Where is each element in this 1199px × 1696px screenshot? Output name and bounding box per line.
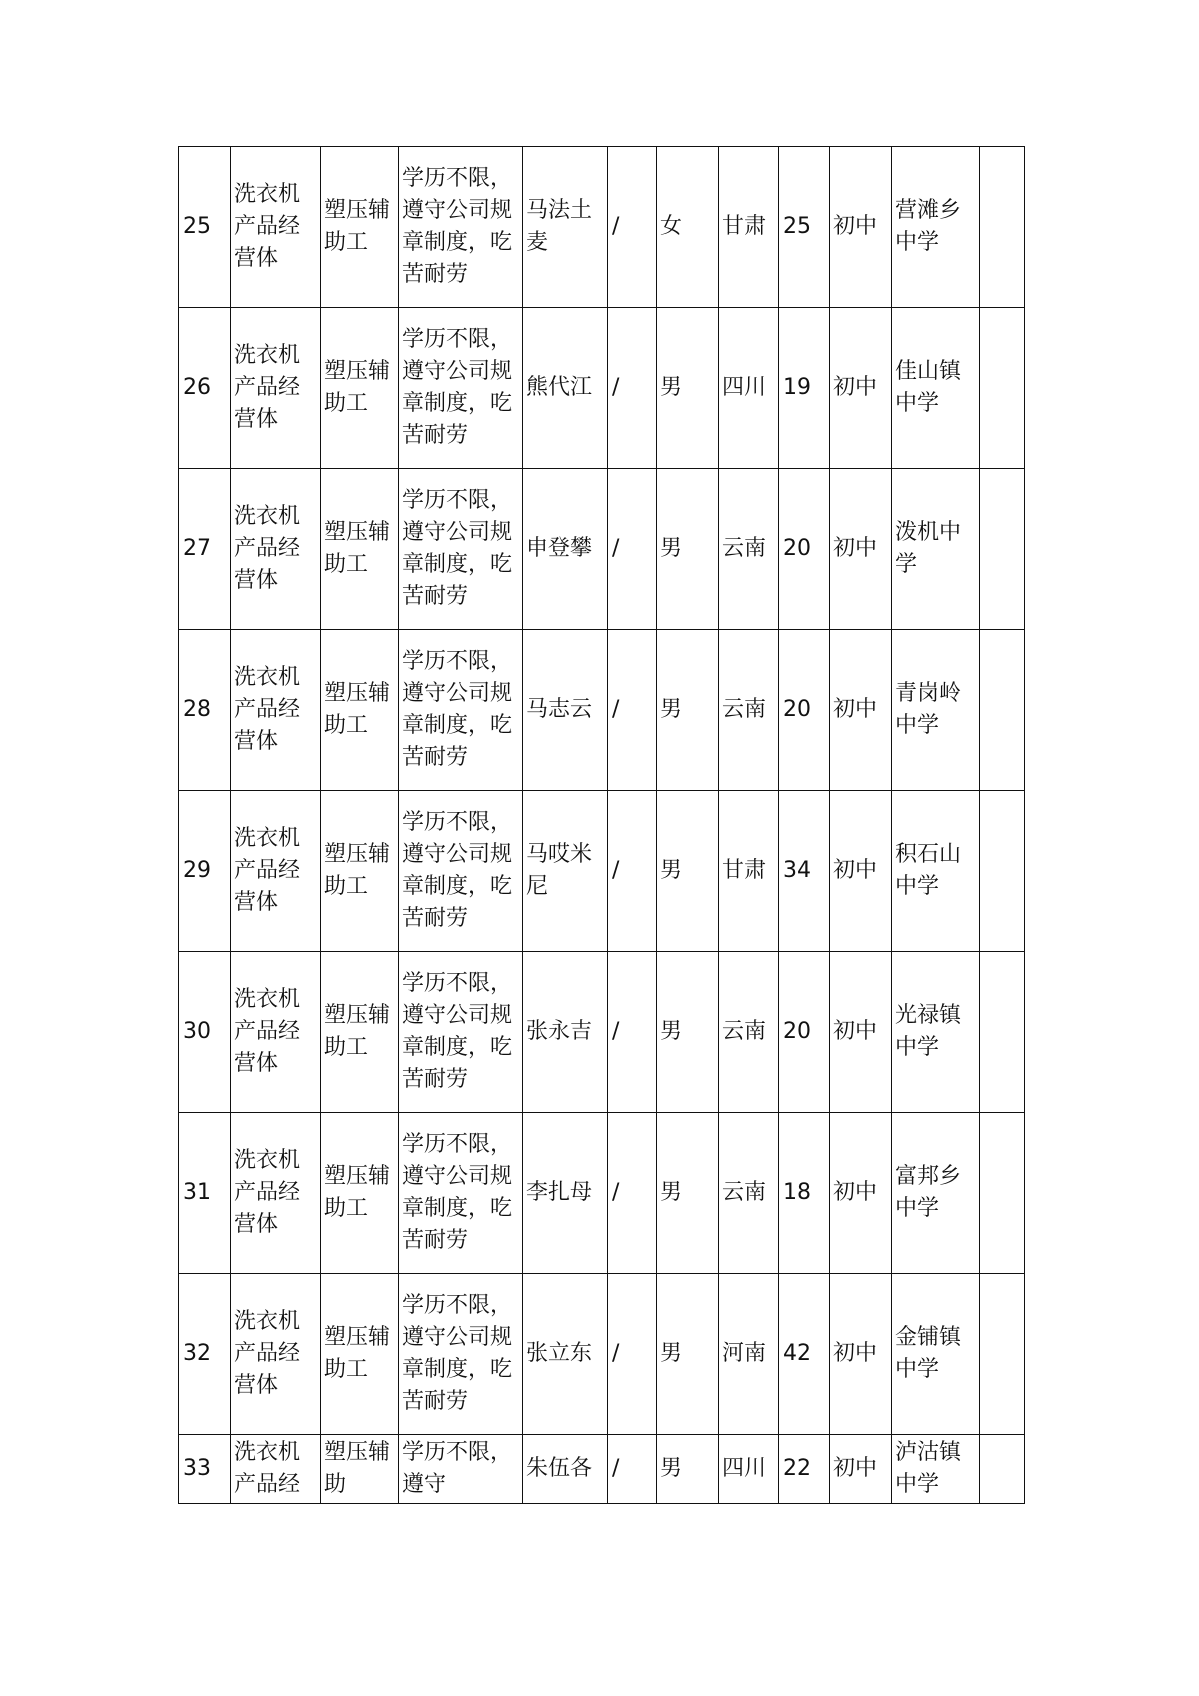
school-cell: 青岗岭中学 — [892, 630, 980, 791]
table-row — [179, 630, 1025, 791]
school-cell: 积石山中学 — [892, 791, 980, 952]
slash-cell: / — [608, 469, 657, 630]
recruitment-roster-table — [178, 146, 1025, 1504]
row-number: 32 — [179, 1274, 231, 1435]
department-cell: 洗衣机产品经营体 — [231, 308, 321, 469]
gender-cell: 男 — [657, 791, 719, 952]
requirement-cell: 学历不限，遵守公司规章制度，吃苦耐劳 — [399, 952, 523, 1113]
gender-cell: 男 — [657, 1435, 719, 1504]
position-cell: 塑压辅助工 — [321, 147, 399, 308]
age-cell: 20 — [779, 952, 830, 1113]
gender-cell: 男 — [657, 1274, 719, 1435]
slash-cell: / — [608, 1113, 657, 1274]
table-row — [179, 1113, 1025, 1274]
province-cell: 云南 — [719, 469, 779, 630]
department-cell: 洗衣机产品经营体 — [231, 1113, 321, 1274]
note-cell — [980, 1274, 1025, 1435]
age-cell: 34 — [779, 791, 830, 952]
school-cell: 金铺镇中学 — [892, 1274, 980, 1435]
province-cell: 河南 — [719, 1274, 779, 1435]
position-cell: 塑压辅助工 — [321, 952, 399, 1113]
name-cell: 马法土麦 — [523, 147, 608, 308]
gender-cell: 男 — [657, 308, 719, 469]
requirement-cell: 学历不限，遵守公司规章制度，吃苦耐劳 — [399, 147, 523, 308]
department-cell — [231, 1435, 321, 1504]
department-cell: 洗衣机产品经营体 — [231, 630, 321, 791]
gender-cell: 男 — [657, 952, 719, 1113]
note-cell — [980, 308, 1025, 469]
table-row-partial — [179, 1435, 1025, 1504]
school-cell: 佳山镇中学 — [892, 308, 980, 469]
province-cell: 甘肃 — [719, 147, 779, 308]
education-cell: 初中 — [830, 952, 892, 1113]
table-row — [179, 791, 1025, 952]
slash-cell: / — [608, 1274, 657, 1435]
table-row — [179, 147, 1025, 308]
name-cell: 张永吉 — [523, 952, 608, 1113]
row-number: 27 — [179, 469, 231, 630]
age-cell: 25 — [779, 147, 830, 308]
department-cell: 洗衣机产品经营体 — [231, 791, 321, 952]
province-cell: 四川 — [719, 308, 779, 469]
education-cell: 初中 — [830, 469, 892, 630]
age-cell: 20 — [779, 469, 830, 630]
age-cell: 22 — [779, 1435, 830, 1504]
name-cell: 马哎米尼 — [523, 791, 608, 952]
school-cell: 营滩乡中学 — [892, 147, 980, 308]
row-number: 28 — [179, 630, 231, 791]
education-cell: 初中 — [830, 308, 892, 469]
education-cell: 初中 — [830, 630, 892, 791]
position-cell: 塑压辅助工 — [321, 469, 399, 630]
slash-cell: / — [608, 952, 657, 1113]
province-cell: 甘肃 — [719, 791, 779, 952]
name-cell: 马志云 — [523, 630, 608, 791]
row-number: 29 — [179, 791, 231, 952]
position-text: 塑压辅助 — [324, 1440, 391, 1497]
school-cell: 富邦乡中学 — [892, 1113, 980, 1274]
requirement-cell: 学历不限，遵守公司规章制度，吃苦耐劳 — [399, 791, 523, 952]
note-cell — [980, 952, 1025, 1113]
row-number: 30 — [179, 952, 231, 1113]
gender-cell: 女 — [657, 147, 719, 308]
school-text: 泸沽镇中学 — [895, 1440, 962, 1497]
department-cell: 洗衣机产品经营体 — [231, 1274, 321, 1435]
name-cell: 熊代江 — [523, 308, 608, 469]
education-cell: 初中 — [830, 147, 892, 308]
requirement-cell: 学历不限，遵守公司规章制度，吃苦耐劳 — [399, 1274, 523, 1435]
position-cell — [321, 1435, 399, 1504]
table-row — [179, 308, 1025, 469]
province-cell: 云南 — [719, 952, 779, 1113]
name-cell: 申登攀 — [523, 469, 608, 630]
education-cell: 初中 — [830, 1435, 892, 1504]
position-cell: 塑压辅助工 — [321, 308, 399, 469]
age-cell: 18 — [779, 1113, 830, 1274]
name-cell: 李扎母 — [523, 1113, 608, 1274]
department-cell: 洗衣机产品经营体 — [231, 469, 321, 630]
age-cell: 20 — [779, 630, 830, 791]
row-number: 25 — [179, 147, 231, 308]
note-cell — [980, 1113, 1025, 1274]
position-cell: 塑压辅助工 — [321, 791, 399, 952]
age-cell: 19 — [779, 308, 830, 469]
gender-cell: 男 — [657, 469, 719, 630]
requirement-cell: 学历不限，遵守公司规章制度，吃苦耐劳 — [399, 308, 523, 469]
note-cell — [980, 630, 1025, 791]
requirement-cell: 学历不限，遵守公司规章制度，吃苦耐劳 — [399, 469, 523, 630]
requirement-cell: 学历不限，遵守公司规章制度，吃苦耐劳 — [399, 630, 523, 791]
slash-cell: / — [608, 1435, 657, 1504]
school-cell: 泼机中学 — [892, 469, 980, 630]
slash-cell: / — [608, 791, 657, 952]
requirement-text: 学历不限，遵守 — [402, 1440, 513, 1497]
province-cell: 四川 — [719, 1435, 779, 1504]
row-number: 33 — [179, 1435, 231, 1504]
position-cell: 塑压辅助工 — [321, 1274, 399, 1435]
table-row — [179, 1274, 1025, 1435]
roster-body — [179, 147, 1025, 1504]
slash-cell: / — [608, 308, 657, 469]
slash-cell: / — [608, 630, 657, 791]
gender-cell: 男 — [657, 630, 719, 791]
row-number: 31 — [179, 1113, 231, 1274]
education-cell: 初中 — [830, 1274, 892, 1435]
province-cell: 云南 — [719, 1113, 779, 1274]
slash-cell: / — [608, 147, 657, 308]
position-cell: 塑压辅助工 — [321, 630, 399, 791]
department-text: 洗衣机产品经 — [234, 1440, 301, 1497]
education-cell: 初中 — [830, 1113, 892, 1274]
position-cell: 塑压辅助工 — [321, 1113, 399, 1274]
requirement-cell: 学历不限，遵守公司规章制度，吃苦耐劳 — [399, 1113, 523, 1274]
province-cell: 云南 — [719, 630, 779, 791]
department-cell: 洗衣机产品经营体 — [231, 147, 321, 308]
note-cell — [980, 147, 1025, 308]
department-cell: 洗衣机产品经营体 — [231, 952, 321, 1113]
note-cell — [980, 791, 1025, 952]
gender-cell: 男 — [657, 1113, 719, 1274]
school-cell: 光禄镇中学 — [892, 952, 980, 1113]
name-cell: 朱伍各 — [523, 1435, 608, 1504]
table-row — [179, 952, 1025, 1113]
row-number: 26 — [179, 308, 231, 469]
note-cell — [980, 1435, 1025, 1504]
age-cell: 42 — [779, 1274, 830, 1435]
name-cell: 张立东 — [523, 1274, 608, 1435]
note-cell — [980, 469, 1025, 630]
education-cell: 初中 — [830, 791, 892, 952]
table-row — [179, 469, 1025, 630]
requirement-cell — [399, 1435, 523, 1504]
school-cell — [892, 1435, 980, 1504]
